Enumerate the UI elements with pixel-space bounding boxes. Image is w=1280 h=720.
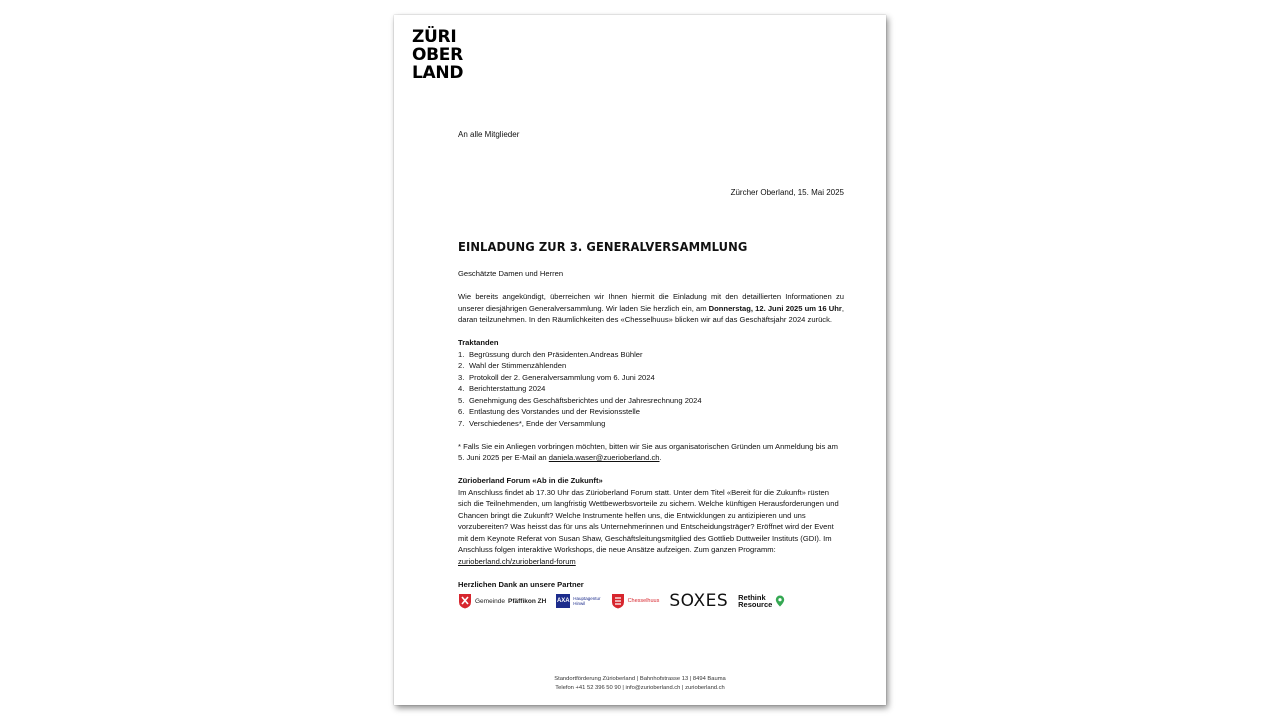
agenda-item: 1. Begrüssung durch den Präsidenten.Andreas Bühler: [458, 349, 643, 359]
agenda-item: 2. Wahl der Stimmenzählenden: [458, 361, 567, 370]
chesselhuus-icon: [611, 593, 625, 609]
forum-link[interactable]: zurioberland.ch/zurioberland-forum: [458, 556, 576, 566]
crest-icon: [458, 593, 472, 609]
letter-footer: [394, 675, 886, 692]
zuri-oberland-logo: [412, 29, 463, 83]
partner-soxes: SOXES: [669, 591, 729, 611]
footer-contact: Telefon +41 52 396 50 90 | info@zurioberland.ch | zurioberland.ch: [555, 684, 725, 691]
agenda-heading: Traktanden: [458, 338, 499, 347]
agenda-item: 4. Berichterstattung 2024: [458, 384, 546, 393]
forum-heading: Zürioberland Forum «Ab in die Zukunft»: [458, 476, 603, 485]
forum-paragraph: [458, 487, 844, 568]
partners-heading: Herzlichen Dank an unsere Partner: [458, 579, 584, 589]
salutation: Geschätzte Damen und Herren: [458, 269, 564, 278]
partner-rethink-resource: [738, 594, 785, 608]
intro-text-end: , daran teilzunehmen. In den Räumlichkeiten des «Chesselhuus» blicken wir auf das Geschäftsjahr 2024 zurück.: [458, 303, 844, 324]
intro-paragraph: [458, 291, 844, 326]
axa-agency: Hauptagentur Hinwil: [573, 596, 601, 606]
dateline: Zürcher Oberland, 15. Mai 2025: [730, 188, 844, 197]
agenda-item: 5. Genehmigung des Geschäftsberichtes und der Jahresrechnung 2024: [458, 395, 702, 405]
agenda-item: 6. Entlastung des Vorstandes und der Revisionsstelle: [458, 407, 640, 416]
forum-text: Im Anschluss findet ab 17.30 Uhr das Zürioberland Forum statt. Unter dem Titel «Bereit für die Zukunft» rüsten sich die Teilnehmenden, um langfristig Wettbewerbsvorteile zu sichern. Welche künftigen Herausforderungen und Chancen bringt die Zukunft? Welche Instrumente helfen uns, die Entwicklungen zu antizipieren und uns vorzubereiten? Was heisst das für uns als Unternehmerinnen und Entscheidungsträger? Eröffnet wird der Event mit dem Keynote Referat von Susan Shaw, Geschäftsleitungsmitglied des Gottlieb Duttweiler Instituts (GDI). Im Anschluss folgen interaktive Workshops, die neue Ansätze aufzeigen. Zum ganzen Programm:: [458, 487, 839, 554]
location-pin-icon: [775, 595, 785, 607]
note-text: * Falls Sie ein Anliegen vorbringen möchten, bitten wir Sie aus organisatorischen Gründen um Anmeldung bis am 5. Juni 2025 per E-Mail an: [458, 441, 838, 462]
partner-axa: [556, 594, 600, 608]
recipient: An alle Mitglieder: [458, 130, 520, 139]
agenda-item: 7. Verschiedenes*, Ende der Versammlung: [458, 418, 606, 428]
logo-line: OBER: [412, 45, 463, 65]
logo-line: LAND: [412, 63, 464, 83]
intro-text: Wie bereits angekündigt, überreichen wir Ihnen hiermit die Einladung mit den detaillierten Informationen zu unserer diesjährigen Generalversammlung. Wir laden Sie herzlich ein, am: [458, 292, 844, 313]
footer-address: Standortförderung Zürioberland | Bahnhofstrasse 13 | 8494 Bauma: [554, 676, 726, 682]
agenda-list: [458, 349, 844, 430]
letter-body: [458, 268, 844, 590]
logo-line: ZÜRI: [412, 27, 457, 47]
chesselhuus-name: Chesselhuus: [627, 598, 660, 604]
partner-logos: [458, 591, 818, 611]
gemeinde-name: Pfäffikon ZH: [508, 597, 547, 605]
email-link[interactable]: daniela.waser@zuerioberland.ch: [548, 453, 660, 462]
note-paragraph: * Falls Sie ein Anliegen vorbringen möchten, bitten wir Sie aus organisatorischen Gründen um Anmeldung bis am 5. Juni 2025 per E-Mail an daniela.waser@zuerioberland.ch.: [458, 441, 838, 462]
rethink-name: Rethink Resource: [738, 593, 773, 609]
letter-title: EINLADUNG ZUR 3. GENERALVERSAMMLUNG: [458, 239, 748, 254]
partner-chesselhuus: [611, 593, 660, 609]
gemeinde-prefix: Gemeinde: [475, 597, 505, 605]
letter-page: [394, 15, 886, 705]
axa-logo-icon: AXA: [556, 594, 570, 608]
partner-gemeinde-pfaeffikon: [458, 593, 546, 609]
agenda-item: 3. Protokoll der 2. Generalversammlung vom 6. Juni 2024: [458, 372, 655, 382]
meeting-date: Donnerstag, 12. Juni 2025 um 16 Uhr: [708, 303, 842, 313]
